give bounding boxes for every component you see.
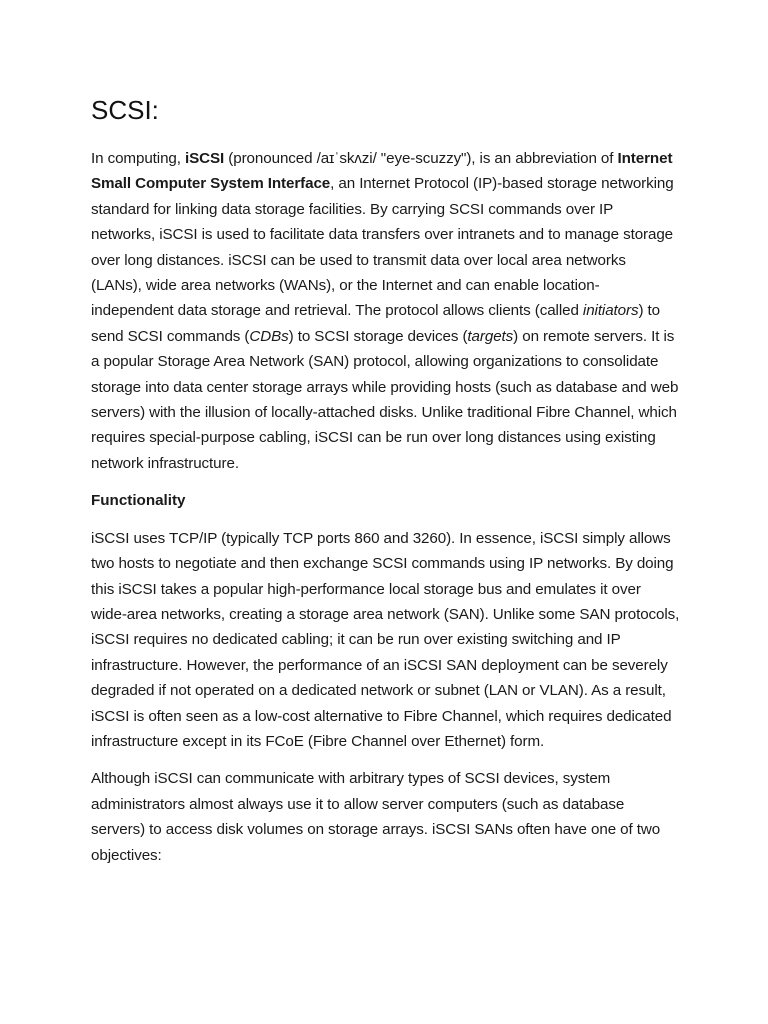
intro-term-initiators: initiators [582,302,639,320]
intro-term-targets: targets [467,327,514,345]
intro-text-2: (pronounced /aɪˈskʌzi/ "eye-scuzzy"), is an abbreviation of [224,150,618,167]
functionality-paragraph: iSCSI uses TCP/IP (typically TCP ports 860 and 3260). In essence, iSCSI simply allows two hosts to negotiate and then exchange SCSI commands using IP networks. By doing this iSCSI takes a popular high-performance local storage bus and emulates it over wide-area networks, creating a storage area network (SAN). Unlike some SAN protocols, iSCSI requires no dedicated cabling; it can be run over existing switching and IP infrastructure. However, the performance of an iSCSI SAN deployment can be severely degraded if not operated on a dedicated network or subnet (LAN or VLAN). As a result, iSCSI is often seen as a low-cost alternative to Fibre Channel, which requires dedicated infrastructure except in its FCoE (Fibre Channel over Ethernet) form. [91,529,680,750]
section-heading-functionality: Functionality [91,492,186,510]
intro-text-6: ) on remote servers. It is a popular Storage Area Network (SAN) protocol, allowing organizations to consolidate storage into data center storage arrays while providing hosts (such as database and web servers) with the illusion of locally-attached disks. Unlike traditional Fibre Channel, which requires special-purpose cabling, iSCSI can be run over long distances using existing network infrastructure. [91,327,679,472]
intro-text-3: , an Internet Protocol (IP)-based storage networking standard for linking data storage facilities. By carrying SCSI commands over IP networks, iSCSI is used to facilitate data transfers over intranets and to manage storage over long distances. iSCSI can be used to transmit data over local area networks (LANs), wide area networks (WANs), or the Internet and can enable location-independent data storage and retrieval. The protocol allows clients (called [91,175,674,320]
intro-term-expansion: Internet Small Computer System Interface [91,150,673,193]
intro-paragraph [91,146,680,476]
intro-term-cdbs: CDBs [249,327,289,345]
intro-text-1: In computing, [91,150,185,167]
intro-text-5: ) to SCSI storage devices ( [288,327,468,345]
intro-text-4: ) to send SCSI commands ( [91,302,661,345]
page-title: SCSI: [91,95,159,125]
objectives-paragraph: Although iSCSI can communicate with arbitrary types of SCSI devices, system administrators almost always use it to allow server computers (such as database servers) to access disk volumes on storage arrays. iSCSI SANs often have one of two objectives: [91,770,661,864]
intro-term-iscsi: iSCSI [185,150,225,167]
